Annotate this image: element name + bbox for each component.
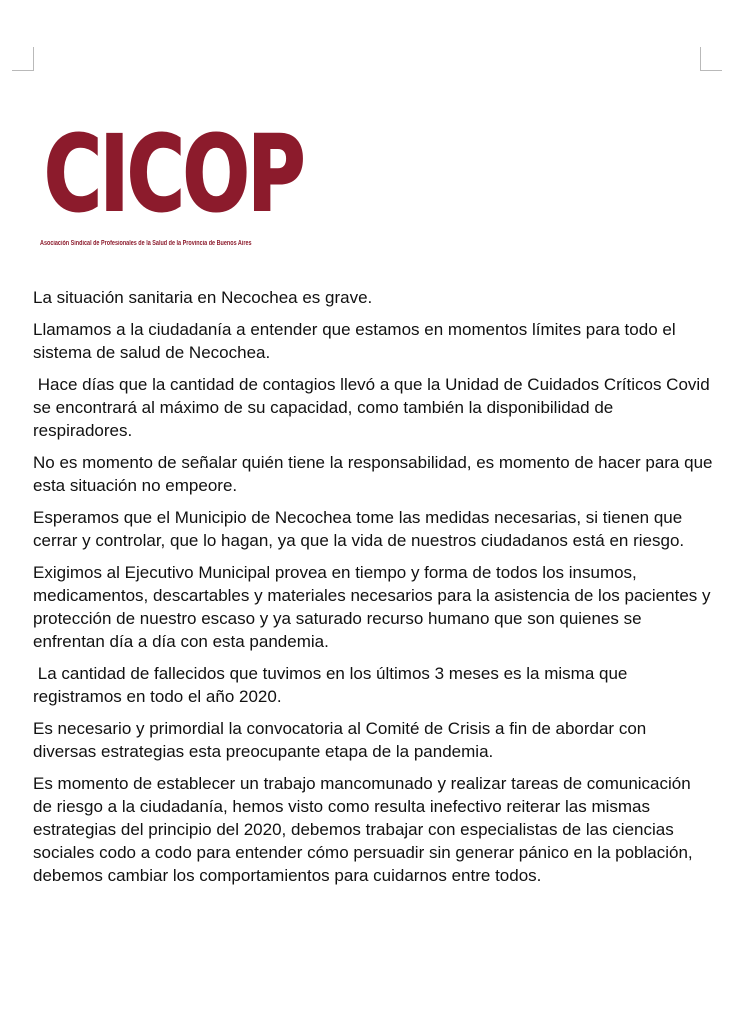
paragraph: La cantidad de fallecidos que tuvimos en los últimos 3 meses es la misma que registramos en todo el año 2020. — [33, 664, 633, 706]
paragraph: La situación sanitaria en Necochea es grave. — [33, 288, 373, 307]
paragraph: Es momento de establecer un trabajo mancomunado y realizar tareas de comunicación de riesgo a la ciudadanía, hemos visto como resulta inefectivo reiterar las mismas estrategias del principio del 2020, debemos trabajar con especialistas de las ciencias sociales codo a codo para entender cómo persuadir sin generar pánico en la población, debemos cambiar los comportamientos para cuidarnos entre todos. — [33, 774, 698, 885]
paragraph: Esperamos que el Municipio de Necochea tome las medidas necesarias, si tienen que cerrar y controlar, que lo hagan, ya que la vida de nuestros ciudadanos está en riesgo. — [33, 508, 687, 550]
paragraph: No es momento de señalar quién tiene la responsabilidad, es momento de hacer para que esta situación no empeore. — [33, 453, 718, 495]
page-margin-corner-top-right — [700, 47, 722, 71]
paragraph: Llamamos a la ciudadanía a entender que estamos en momentos límites para todo el sistema de salud de Necochea. — [33, 320, 681, 362]
paragraph: Es necesario y primordial la convocatoria al Comité de Crisis a fin de abordar con diversas estrategias esta preocupante etapa de la pandemia. — [33, 719, 651, 761]
cicop-logo — [40, 113, 304, 258]
document-body — [33, 286, 718, 896]
logo-wordmark: CICOP — [44, 113, 304, 235]
paragraph: Hace días que la cantidad de contagios llevó a que la Unidad de Cuidados Críticos Covid se encontrará al máximo de su capacidad, como también la disponibilidad de respiradores. — [33, 375, 715, 440]
logo-subtitle: Asociación Sindical de Profesionales de la Salud de la Provincia de Buenos Aires — [40, 240, 252, 247]
page-margin-corner-top-left — [12, 47, 34, 71]
paragraph: Exigimos al Ejecutivo Municipal provea en tiempo y forma de todos los insumos, medicamentos, descartables y materiales necesarios para la asistencia de los pacientes y protección de nuestro escaso y ya saturado recurso humano que son quienes se enfrentan día a día con esta pandemia. — [33, 563, 716, 651]
